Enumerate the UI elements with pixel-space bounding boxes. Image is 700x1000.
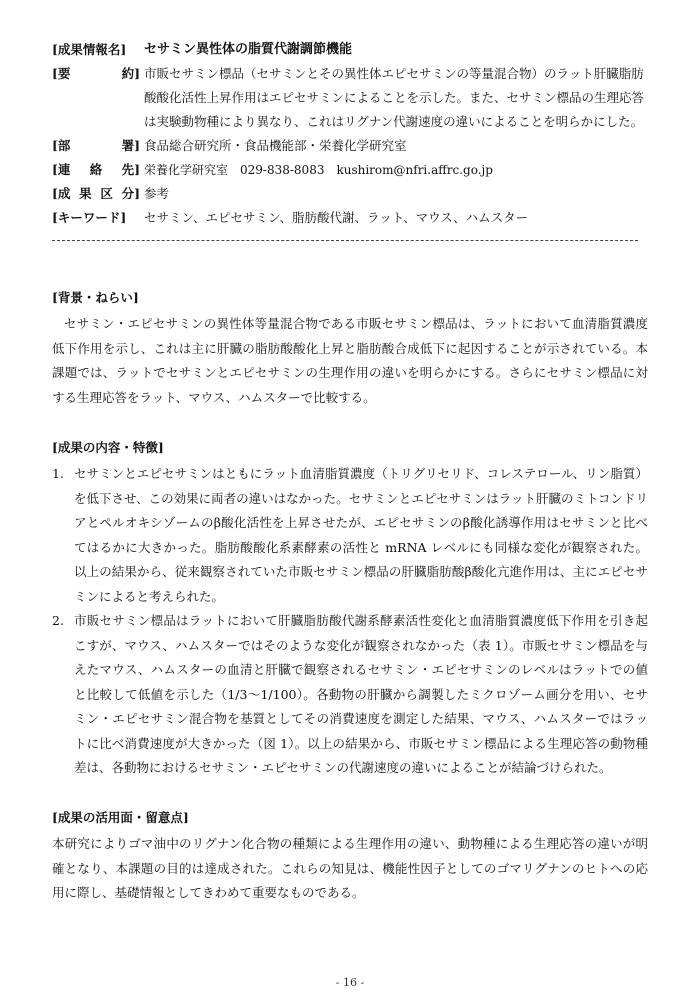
contact-label-part: 先] [121, 162, 140, 177]
department-row [52, 134, 652, 158]
background-section [52, 286, 648, 410]
page-number: - 16 - [335, 976, 365, 989]
department-label-part: 署] [121, 138, 140, 153]
summary-line: 市販セサミン標品（セサミンとその異性体エピセサミンの等量混合物）のラット肝臓脂肪 [144, 66, 644, 81]
application-text: 本研究によりゴマ油中のリグナン化合物の種類による生理作用の違い、動物種による生理応答の違いが明確となり、本課題の目的は達成された。これらの知見は、機能性因子としてのゴマリグナンのヒトへの応用に際し、基礎情報としてきわめて重要なものである。 [52, 836, 648, 900]
list-text: セサミンとエピセサミンはともにラット血清脂質濃度（トリグリセリド、コレステロール、リン脂質）を低下させ、この効果に両者の違いはなかった。セサミンとエピセサミンはラット肝臓のミトコンドリアとペルオキシゾームのβ酸化活性を上昇させたが、エピセサミンのβ酸化誘導作用はセサミンと比べてはるかに大きかった。脂肪酸酸化系素酵素の活性と mRNA レベルにも同様な変化が観察された。以上の結果から、従来観察されていた市販セサミン標品の肝臓脂肪酸β酸化亢進作用は、主にエピセサミンによると考えられた。 [74, 466, 648, 604]
background-text: セサミン・エピセサミンの異性体等量混合物である市販セサミン標品は、ラットにおいて血清脂質濃度低下作用を示し、これは主に肝臓の脂肪酸酸化上昇と脂肪酸合成低下に起因することが示されている。本課題では、ラットでセサミンとエピセサミンの生理作用の違いを明らかにする。さらにセサミン標品に対する生理応答をラット、マウス、ハムスターで比較する。 [52, 316, 648, 405]
summary-line: 酸酸化活性上昇作用はエピセサミンによることを示した。また、セサミン標品の生理応答 [144, 90, 645, 105]
title-label: [成果情報名] [52, 42, 127, 57]
results-list-item [52, 609, 648, 781]
results-section [52, 436, 648, 781]
summary-label-part: 約] [121, 66, 140, 81]
category-label-part: 果 [79, 186, 92, 201]
category-label-part: [成 [52, 186, 71, 201]
research-title: セサミン異性体の脂質代謝調節機能 [144, 42, 353, 57]
results-heading: [成果の内容・特徴] [52, 440, 164, 455]
summary-row [52, 62, 652, 86]
background-heading: [背景・ねらい] [52, 290, 139, 305]
contact-label-part: 絡 [89, 162, 103, 177]
keywords-label: [キーワード] [52, 210, 127, 225]
results-list-item [52, 462, 648, 609]
category-row [52, 182, 652, 206]
department-value: 食品総合研究所・食品機能部・栄養化学研究室 [144, 138, 407, 153]
category-label-part: 区 [100, 186, 113, 201]
application-section [52, 806, 648, 906]
summary-label-part: [要 [52, 66, 71, 81]
contact-value: 栄養化学研究室 029-838-8083 kushirom@nfri.affrc.go.jp [144, 163, 493, 177]
keywords-row [52, 206, 652, 230]
contact-label-part: [連 [52, 162, 71, 177]
list-number: 1. [52, 466, 64, 481]
contact-row [52, 158, 652, 182]
summary-label [52, 62, 140, 86]
application-heading: [成果の活用面・留意点] [52, 810, 189, 825]
category-value: 参考 [144, 186, 170, 201]
department-label [52, 134, 140, 158]
list-text: 市販セサミン標品はラットにおいて肝臓脂肪酸代謝系酵素活性変化と血清脂質濃度低下作用を引き起こすが、マウス、ハムスターではそのような変化が観察されなかった（表 1）。市販セサミン標品を与えたマウス、ハムスターの血清と肝臓で観察されるセサミン・エピセサミンのレベルはラットでの値と比較して低値を示した（1/3〜1/100）。各動物の肝臓から調製したミクロゾーム画分を用い、セサミン・エピセサミン混合物を基質としてその消費速度を測定した結果、マウス、ハムスターではラットに比べ消費速度が大きかった（図 1）。以上の結果から、市販セサミン標品による生理応答の動物種差は、各動物におけるセサミン・エピセサミンの代謝速度の違いによることが結論づけられた。 [74, 613, 648, 775]
list-number: 2. [52, 613, 64, 628]
title-row [52, 38, 652, 62]
department-label-part: [部 [52, 138, 71, 153]
summary-line: は実験動物種により異なり、これはリグナン代謝速度の違いによることを明らかにした。 [144, 114, 644, 129]
header-divider [52, 240, 638, 241]
category-label-part: 分] [121, 186, 140, 201]
research-info-header [52, 38, 652, 230]
keywords-value: セサミン、エピセサミン、脂肪酸代謝、ラット、マウス、ハムスター [144, 210, 529, 225]
contact-label [52, 158, 140, 182]
category-label [52, 182, 140, 206]
